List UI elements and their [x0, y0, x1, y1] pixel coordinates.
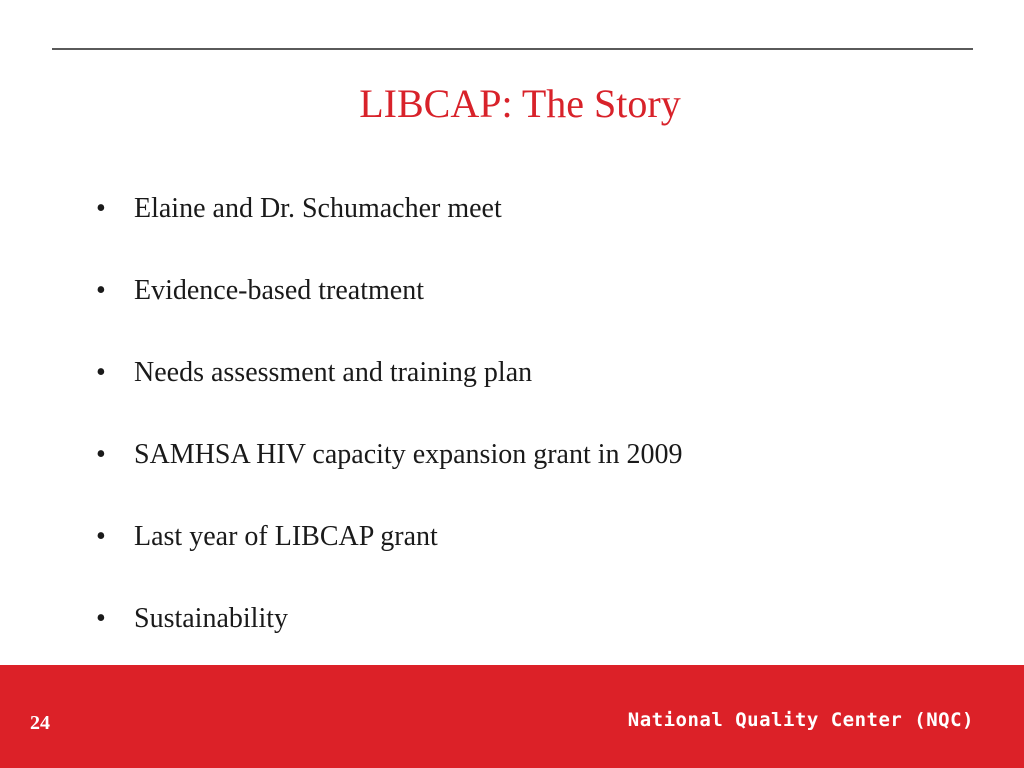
bullet-text: Last year of LIBCAP grant	[134, 521, 438, 552]
bullet-text: Sustainability	[134, 603, 288, 634]
bullet-marker: •	[96, 357, 106, 388]
page-number: 24	[30, 712, 50, 734]
bullet-marker: •	[96, 603, 106, 634]
bullet-marker: •	[96, 275, 106, 306]
slide-title: LIBCAP: The Story	[359, 81, 681, 126]
bullet-text: Evidence-based treatment	[134, 275, 424, 306]
bullet-marker: •	[96, 521, 106, 552]
top-divider-line	[52, 48, 973, 50]
bullet-text: SAMHSA HIV capacity expansion grant in 2009	[134, 439, 683, 470]
organization-name: National Quality Center (NQC)	[627, 709, 974, 731]
bullet-marker: •	[96, 439, 106, 470]
footer-bar	[0, 665, 1024, 768]
bullet-text: Elaine and Dr. Schumacher meet	[134, 193, 502, 224]
bullet-text: Needs assessment and training plan	[134, 357, 533, 388]
bullet-marker: •	[96, 193, 106, 224]
